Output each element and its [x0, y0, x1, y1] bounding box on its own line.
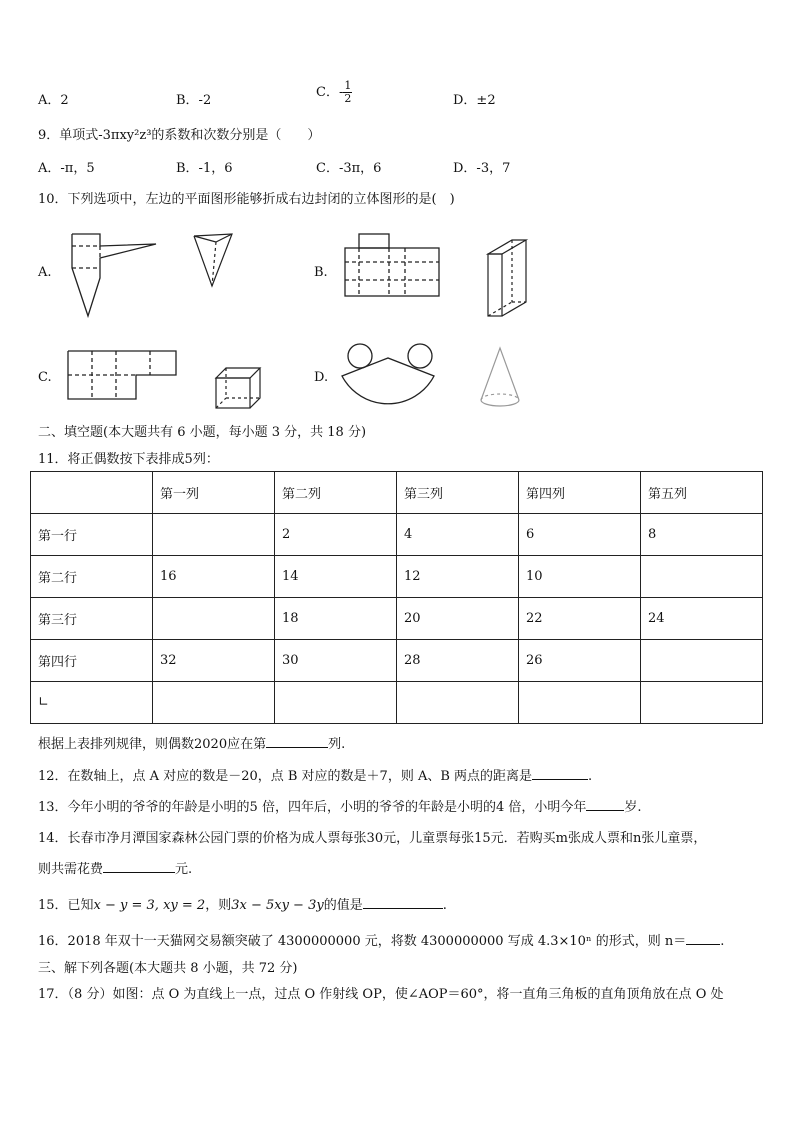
fraction-numerator: 1 — [344, 79, 352, 92]
table-cell: 18 — [275, 598, 397, 640]
q10-stem: 10．下列选项中，左边的平面图形能够折成右边封闭的立体图形的是( ) — [38, 192, 455, 207]
table-cell — [275, 682, 397, 724]
q9-option-a: A．-π，5 — [38, 161, 95, 176]
q13-text: 13．今年小明的爷爷的年龄是小明的5 倍，四年后，小明的爷爷的年龄是小明的4 倍，小明今年 — [38, 800, 587, 815]
q10-a-net-figure — [66, 228, 166, 320]
table-cell: 2 — [275, 514, 397, 556]
q10-b-net-figure — [343, 232, 443, 300]
q15-text: 15．已知 — [38, 898, 94, 913]
table-cell: ∟ — [31, 682, 153, 724]
table-cell: 14 — [275, 556, 397, 598]
q15-expression: 3x − 5xy − 3y — [231, 898, 324, 913]
table-header-row — [31, 472, 763, 514]
table-row — [31, 556, 763, 598]
fraction-denominator: 2 — [344, 92, 352, 105]
q14-line2 — [38, 858, 192, 877]
q17-line1: 17．（8 分）如图：点 O 为直线上一点，过点 O 作射线 OP，使∠AOP＝60°，将一直角三角板的直角顶角放在点 O 处 — [38, 987, 724, 1002]
q11-question-suffix: 列. — [328, 737, 346, 752]
q10-label-c: C. — [38, 370, 52, 385]
table-cell: 28 — [397, 640, 519, 682]
q15-suffix: . — [442, 898, 447, 913]
q10-label-d: D. — [314, 370, 329, 385]
q16-text: 16．2018 年双十一天猫网交易额突破了 4300000000 元，将数 4300000000 写成 4.3×10ⁿ 的形式，则 n＝ — [38, 934, 687, 949]
answer-blank — [266, 735, 328, 748]
q14-line1: 14．长春市净月潭国家森林公园门票的价格为成人票每张30元，儿童票每张15元．若购买m张成人票和n张儿童票， — [38, 831, 707, 846]
table-header-cell: 第四列 — [519, 472, 641, 514]
q10-b-prism-figure — [484, 236, 530, 322]
table-cell — [397, 682, 519, 724]
table-row — [31, 640, 763, 682]
q15-condition: x − y = 3, xy = 2 — [93, 898, 206, 913]
table-cell — [641, 556, 763, 598]
table-header-cell — [31, 472, 153, 514]
q9-option-c: C．-3π，6 — [316, 161, 382, 176]
q10-c-net-figure — [66, 347, 180, 403]
answer-blank — [103, 860, 175, 873]
q13-line — [38, 796, 642, 815]
q9-option-d: D．-3，7 — [453, 161, 511, 176]
table-cell: 4 — [397, 514, 519, 556]
answer-blank — [686, 932, 720, 945]
q10-d-cone-figure — [478, 344, 522, 412]
table-row — [31, 682, 763, 724]
q15-line — [38, 894, 447, 913]
table-cell: 30 — [275, 640, 397, 682]
q9-option-b: B．-1，6 — [176, 161, 233, 176]
q15-text-end: 的值是 — [323, 898, 363, 913]
q10-label-b: B. — [314, 265, 328, 280]
q10-label-a: A. — [38, 265, 52, 280]
table-cell: 26 — [519, 640, 641, 682]
table-cell: 第三行 — [31, 598, 153, 640]
table-cell — [641, 682, 763, 724]
q16-line — [38, 930, 724, 949]
q8-option-c — [316, 80, 352, 105]
table-cell: 第四行 — [31, 640, 153, 682]
q13-suffix: 岁. — [624, 800, 642, 815]
table-row — [31, 514, 763, 556]
q14-text: 则共需花费 — [38, 862, 104, 877]
table-cell: 6 — [519, 514, 641, 556]
q11-stem: 11．将正偶数按下表排成5列： — [38, 452, 219, 467]
q8-option-b: B．-2 — [176, 93, 212, 108]
table-cell — [153, 514, 275, 556]
table-cell — [153, 682, 275, 724]
q12-line — [38, 765, 592, 784]
q8-option-d: D．±2 — [453, 93, 496, 108]
q15-text-mid: ，则 — [205, 898, 232, 913]
table-header-cell: 第五列 — [641, 472, 763, 514]
q10-d-sector-figure — [338, 340, 438, 410]
section2-heading: 二、填空题(本大题共有 6 小题，每小题 3 分，共 18 分) — [38, 425, 367, 440]
table-cell — [153, 598, 275, 640]
answer-blank — [532, 767, 588, 780]
table-cell — [519, 682, 641, 724]
table-cell: 22 — [519, 598, 641, 640]
table-header-cell: 第二列 — [275, 472, 397, 514]
table-cell: 20 — [397, 598, 519, 640]
table-header-cell: 第三列 — [397, 472, 519, 514]
table-cell: 第二行 — [31, 556, 153, 598]
table-cell — [641, 640, 763, 682]
even-number-table — [30, 471, 763, 724]
q10-a-pyramid-figure — [188, 228, 248, 292]
table-cell: 第一行 — [31, 514, 153, 556]
table-row — [31, 598, 763, 640]
q11-question — [38, 733, 345, 752]
q10-c-cube-figure — [212, 366, 264, 410]
q14-suffix: 元. — [175, 862, 193, 877]
section3-heading: 三、解下列各题(本大题共 8 小题，共 72 分) — [38, 961, 298, 976]
q16-suffix: . — [720, 934, 725, 949]
q11-question-text: 根据上表排列规律，则偶数2020应在第 — [38, 737, 267, 752]
answer-blank — [363, 896, 443, 909]
table-cell: 32 — [153, 640, 275, 682]
q8-option-a: A．2 — [38, 93, 69, 108]
table-header-cell: 第一列 — [153, 472, 275, 514]
fraction — [343, 80, 352, 105]
table-cell: 8 — [641, 514, 763, 556]
q8-option-c-prefix: C．- — [316, 85, 344, 100]
table-cell: 16 — [153, 556, 275, 598]
table-cell: 24 — [641, 598, 763, 640]
answer-blank — [586, 798, 624, 811]
q12-text: 12．在数轴上，点 A 对应的数是－20，点 B 对应的数是＋7，则 A、B 两点的距离是 — [38, 769, 533, 784]
q9-stem: 9．单项式-3πxy²z³的系数和次数分别是（ ） — [38, 128, 321, 143]
table-cell: 12 — [397, 556, 519, 598]
q12-suffix: . — [588, 769, 593, 784]
table-cell: 10 — [519, 556, 641, 598]
